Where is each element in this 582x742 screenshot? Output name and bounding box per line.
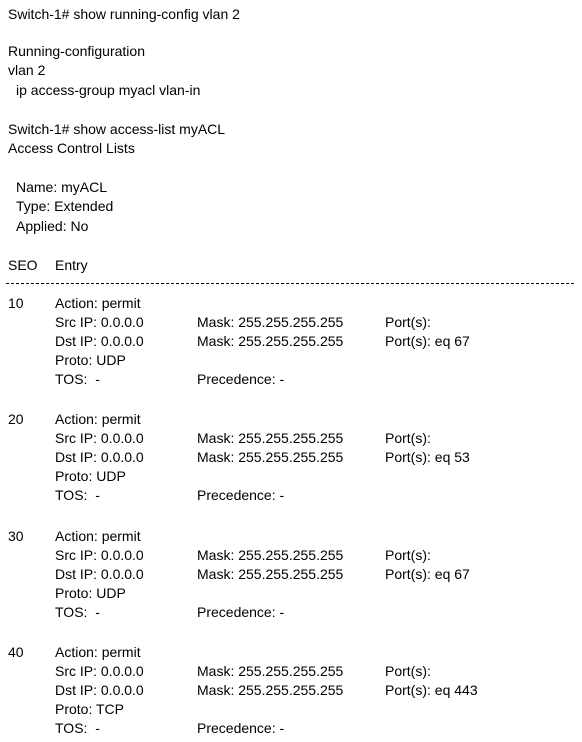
entry-dst-port: Port(s): eq 53 xyxy=(385,449,470,465)
entry-proto: Proto: UDP xyxy=(55,468,126,484)
entry-src-port: Port(s): xyxy=(385,430,431,446)
entry-src-ip: Src IP: 0.0.0.0 xyxy=(55,547,144,563)
acl-entry xyxy=(0,644,582,742)
column-header-entry: Entry xyxy=(55,257,88,273)
entry-proto: Proto: UDP xyxy=(55,352,126,368)
running-config-access-group: ip access-group myacl vlan-in xyxy=(16,82,201,98)
header-divider xyxy=(6,283,574,284)
running-config-vlan: vlan 2 xyxy=(8,62,46,78)
acl-header: Access Control Lists xyxy=(8,140,135,156)
entry-action: Action: permit xyxy=(55,295,141,311)
entry-dst-port: Port(s): eq 67 xyxy=(385,566,470,582)
entry-src-mask: Mask: 255.255.255.255 xyxy=(197,430,344,446)
entry-src-ip: Src IP: 0.0.0.0 xyxy=(55,314,144,330)
entry-dst-mask: Mask: 255.255.255.255 xyxy=(197,566,344,582)
entry-seq: 40 xyxy=(8,644,24,660)
entry-src-mask: Mask: 255.255.255.255 xyxy=(197,663,344,679)
entry-dst-port: Port(s): eq 443 xyxy=(385,682,478,698)
entry-dst-ip: Dst IP: 0.0.0.0 xyxy=(55,449,144,465)
entry-dst-port: Port(s): eq 67 xyxy=(385,333,470,349)
entry-precedence: Precedence: - xyxy=(197,604,285,620)
running-config-header: Running-configuration xyxy=(8,43,145,59)
entry-action: Action: permit xyxy=(55,644,141,660)
command-line-show-running-config: Switch-1# show running-config vlan 2 xyxy=(8,6,240,22)
entry-src-port: Port(s): xyxy=(385,547,431,563)
entry-src-ip: Src IP: 0.0.0.0 xyxy=(55,663,144,679)
entry-seq: 20 xyxy=(8,411,24,427)
entry-tos: TOS: - xyxy=(55,487,100,503)
acl-entry xyxy=(0,295,582,393)
entry-src-port: Port(s): xyxy=(385,314,431,330)
entry-proto: Proto: TCP xyxy=(55,701,124,717)
acl-type: Type: Extended xyxy=(16,198,114,214)
entry-dst-mask: Mask: 255.255.255.255 xyxy=(197,333,344,349)
acl-entry xyxy=(0,411,582,509)
entry-dst-ip: Dst IP: 0.0.0.0 xyxy=(55,682,144,698)
entry-dst-mask: Mask: 255.255.255.255 xyxy=(197,449,344,465)
entry-src-ip: Src IP: 0.0.0.0 xyxy=(55,430,144,446)
acl-name: Name: myACL xyxy=(16,179,108,195)
entry-tos: TOS: - xyxy=(55,371,100,387)
acl-applied: Applied: No xyxy=(16,218,89,234)
entry-proto: Proto: UDP xyxy=(55,585,126,601)
entry-tos: TOS: - xyxy=(55,604,100,620)
entry-seq: 10 xyxy=(8,295,24,311)
entry-action: Action: permit xyxy=(55,411,141,427)
entry-seq: 30 xyxy=(8,528,24,544)
entry-src-mask: Mask: 255.255.255.255 xyxy=(197,314,344,330)
entry-dst-ip: Dst IP: 0.0.0.0 xyxy=(55,333,144,349)
entry-dst-ip: Dst IP: 0.0.0.0 xyxy=(55,566,144,582)
entry-src-port: Port(s): xyxy=(385,663,431,679)
command-line-show-access-list: Switch-1# show access-list myACL xyxy=(8,121,226,137)
entry-precedence: Precedence: - xyxy=(197,720,285,736)
entry-precedence: Precedence: - xyxy=(197,371,285,387)
acl-entry xyxy=(0,528,582,626)
entry-action: Action: permit xyxy=(55,528,141,544)
entry-dst-mask: Mask: 255.255.255.255 xyxy=(197,682,344,698)
entry-precedence: Precedence: - xyxy=(197,487,285,503)
column-header-seq: SEO xyxy=(8,257,38,273)
entry-tos: TOS: - xyxy=(55,720,100,736)
entry-src-mask: Mask: 255.255.255.255 xyxy=(197,547,344,563)
